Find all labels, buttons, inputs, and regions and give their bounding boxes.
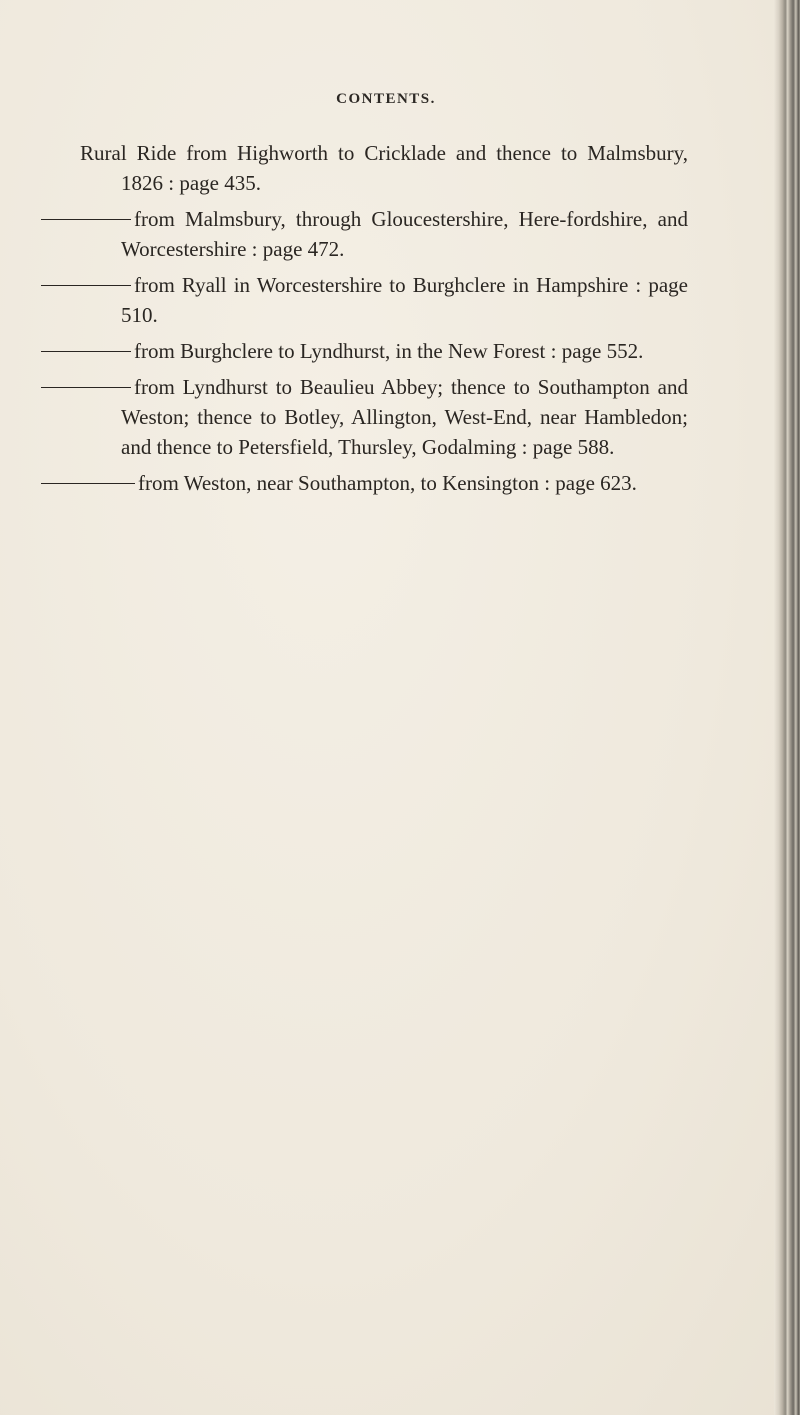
page-binding-edge [774, 0, 800, 1415]
contents-entry [80, 138, 688, 198]
contents-list [80, 138, 688, 504]
contents-entry [80, 336, 688, 366]
entry-text: from Burghclere to Lyndhurst, in the New Forest : page 552. [134, 339, 644, 363]
entry-text: from Ryall in Worcestershire to Burghclere in Hampshire : page 510. [121, 273, 688, 327]
ditto-rule [41, 351, 131, 352]
ditto-rule [41, 219, 131, 220]
contents-entry [80, 204, 688, 264]
contents-entry [80, 468, 688, 498]
entry-lead: Rural Ride [80, 141, 187, 165]
entry-text: from Weston, near Southampton, to Kensington : page 623. [138, 471, 637, 495]
page-heading: CONTENTS. [336, 91, 436, 107]
entry-text: from Highworth to Cricklade and thence to Malmsbury, 1826 : page 435. [121, 141, 688, 195]
entry-text: from Lyndhurst to Beaulieu Abbey; thence to Southampton and Weston; thence to Botley, Allington, West-End, near Hambledon; and thence to Petersfield, Thursley, Godalming : page 588. [121, 375, 688, 459]
contents-entry [80, 372, 688, 462]
ditto-rule [41, 483, 135, 484]
ditto-rule [41, 285, 131, 286]
entry-text: from Malmsbury, through Gloucestershire, Here-fordshire, and Worcestershire : page 472. [121, 207, 688, 261]
ditto-rule [41, 387, 131, 388]
contents-entry [80, 270, 688, 330]
